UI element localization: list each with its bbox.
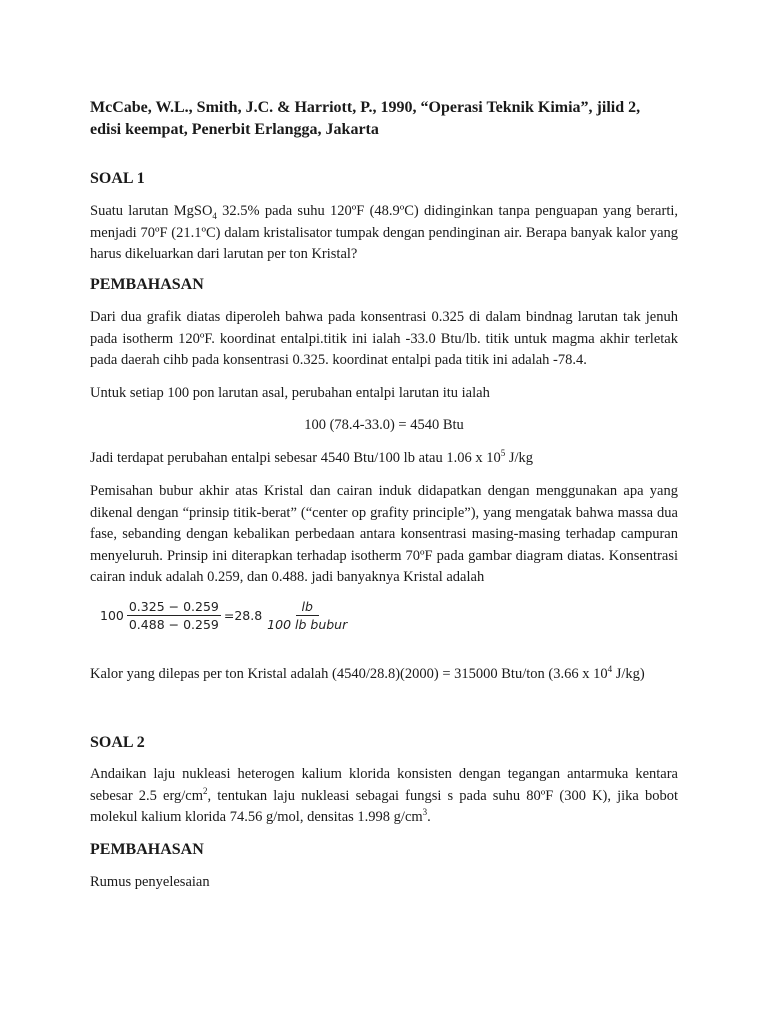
soal2-rumus bbox=[90, 872, 678, 894]
soal2-question-a: Andaikan laju nukleasi heterogen kalium klorida konsisten dengan tegangan antarmuka kentara sebesar 2.5 erg/cm bbox=[90, 766, 678, 804]
soal1-p4-text: Pemisahan bubur akhir atas Kristal dan cairan induk didapatkan dengan menggunakan apa yang dikenal dengan “prinsip titik-berat” (“center op grafity principle”), yang mengatak bahwa massa dua fase, sebanding dengan kebalikan perbedaan antara konsentrasi masing-masing terhadap campuran menyeluruh. Prinsip ini diterapkan terhadap isotherm 70ºF pada gambar diagram diatas. Konsentrasi cairan induk adalah 0.259, dan 0.488. jadi banyaknya Kristal adalah bbox=[90, 483, 678, 585]
soal1-question-a: Suatu larutan MgSO bbox=[90, 203, 213, 219]
formula-numerator: 0.325 − 0.259 bbox=[128, 599, 219, 614]
soal1-eq1-text: 100 (78.4-33.0) = 4540 Btu bbox=[304, 417, 464, 433]
soal1-p3-sup: 5 bbox=[500, 448, 506, 459]
soal1-paragraph-3 bbox=[90, 448, 678, 470]
formula-fraction-1 bbox=[127, 599, 221, 632]
soal1-heading-text: SOAL 1 bbox=[90, 170, 145, 187]
soal2-pembahasan-text: PEMBAHASAN bbox=[90, 841, 204, 858]
soal1-paragraph-2 bbox=[90, 383, 678, 405]
soal2-heading bbox=[90, 732, 678, 754]
soal2-rumus-text: Rumus penyelesaian bbox=[90, 874, 210, 890]
soal1-question-sub: 4 bbox=[212, 210, 217, 221]
soal2-question-b: , tentukan laju nukleasi sebagai fungsi s pada suhu 80ºF (300 K), jika bobot molekul kalium klorida 74.56 g/mol, densitas 1.998 g/cm bbox=[90, 787, 678, 825]
soal1-paragraph-4 bbox=[90, 481, 678, 589]
soal1-pembahasan-text: PEMBAHASAN bbox=[90, 276, 204, 293]
formula-denominator: 0.488 − 0.259 bbox=[128, 617, 219, 632]
soal2-question bbox=[90, 764, 678, 829]
soal1-p3-b: J/kg bbox=[505, 450, 534, 466]
soal1-question-b: 32.5% pada suhu 120ºF (48.9ºC) didinginkan tanpa penguapan yang berarti, menjadi 70ºF (21.1ºC) dalam kristalisator tumpak dengan pendinginan air. Berapa banyak kalor yang harus dikeluarkan dari larutan per ton Kristal? bbox=[90, 203, 679, 262]
soal1-p5-a: Kalor yang dilepas per ton Kristal adalah (4540/28.8)(2000) = 315000 Btu/ton (3.66 x 10 bbox=[90, 666, 608, 682]
soal1-p5-b: J/kg) bbox=[612, 666, 645, 682]
soal2-pembahasan bbox=[90, 839, 678, 861]
formula-result: =28.8 bbox=[223, 608, 263, 623]
soal1-pembahasan bbox=[90, 274, 678, 296]
soal1-paragraph-5 bbox=[90, 664, 678, 686]
soal2-question-c: . bbox=[427, 809, 431, 825]
soal1-paragraph-1 bbox=[90, 307, 678, 372]
formula-unit-numerator: lb bbox=[296, 599, 319, 616]
soal1-p3-a: Jadi terdapat perubahan entalpi sebesar 4540 Btu/100 lb atau 1.06 x 10 bbox=[90, 450, 501, 466]
citation-line-2: edisi keempat, Penerbit Erlangga, Jakarta bbox=[90, 121, 379, 138]
soal1-p5-sup: 4 bbox=[607, 664, 613, 675]
formula-unit-denominator: 100 lb bubur bbox=[267, 617, 348, 632]
soal2-question-sup2: 3 bbox=[422, 807, 428, 818]
soal1-p1-text: Dari dua grafik diatas diperoleh bahwa pada konsentrasi 0.325 di dalam bindnag larutan tak jenuh pada isotherm 120ºF. koordinat entalpi.titik ini ialah -33.0 Btu/lb. titik untuk magma akhir terletak pada daerah cihb pada konsentrasi 0.325. koordinat entalpi pada titik ini adalah -78.4. bbox=[90, 309, 678, 368]
soal1-equation-1 bbox=[90, 415, 678, 437]
citation-line-1: McCabe, W.L., Smith, J.C. & Harriott, P., 1990, “Operasi Teknik Kimia”, jilid 2, bbox=[90, 99, 641, 116]
citation bbox=[90, 97, 678, 141]
soal1-p2-text: Untuk setiap 100 pon larutan asal, perubahan entalpi larutan itu ialah bbox=[90, 385, 490, 401]
formula-coefficient: 100 bbox=[100, 608, 124, 623]
formula-unit-fraction bbox=[265, 599, 349, 632]
soal2-question-sup1: 2 bbox=[203, 785, 208, 796]
crystal-formula bbox=[100, 599, 352, 632]
soal1-heading bbox=[90, 168, 678, 190]
soal1-question bbox=[90, 201, 678, 266]
soal2-heading-text: SOAL 2 bbox=[90, 734, 145, 751]
